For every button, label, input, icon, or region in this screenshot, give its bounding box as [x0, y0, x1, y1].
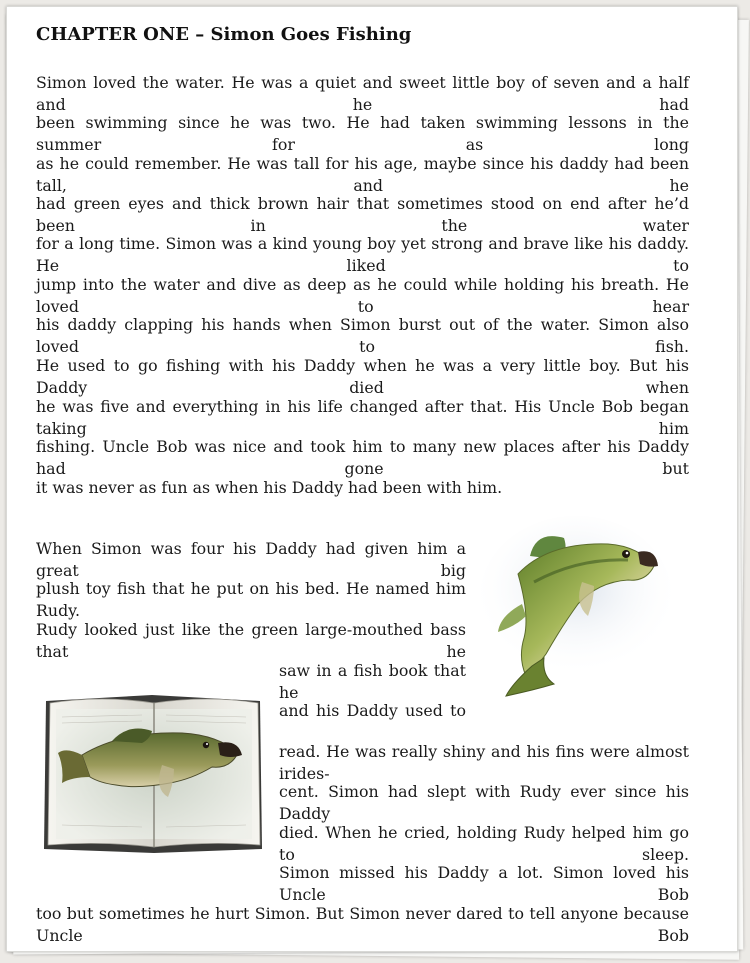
paragraph-line: too but sometimes he hurt Simon. But Simon never dared to tell anyone because Uncle Bob: [36, 904, 689, 945]
paragraph-line: had green eyes and thick brown hair that sometimes stood on end after he’d been in the water: [36, 194, 689, 235]
paragraph-line: been swimming since he was two. He had taken swimming lessons in the summer for as long: [36, 113, 689, 154]
jumping-bass-illustration: [478, 508, 674, 704]
paragraph-line: Rudy looked just like the green large-mouthed bass that he: [36, 620, 466, 661]
paragraph-line: cent. Simon had slept with Rudy ever since his Daddy: [279, 782, 689, 823]
paragraph-line: his daddy clapping his hands when Simon burst out of the water. Simon also loved to fish.: [36, 315, 689, 356]
paragraph-line: saw in a fish book that he: [279, 661, 466, 702]
paragraph-line: jump into the water and dive as deep as he could while holding his breath. He loved to hear: [36, 275, 689, 316]
paragraph-line: it was never as fun as when his Daddy had been with him.: [36, 478, 503, 497]
paragraph-line: died. When he cried, holding Rudy helped him go to sleep.: [279, 823, 689, 864]
paragraph-line: and his Daddy used to: [279, 701, 466, 720]
paragraph-line: Simon loved the water. He was a quiet and sweet little boy of seven and a half and he had: [36, 73, 689, 114]
open-fish-book-illustration: [42, 693, 266, 855]
paragraph-line: When Simon was four his Daddy had given him a great big: [36, 539, 466, 580]
chapter-title: CHAPTER ONE – Simon Goes Fishing: [36, 24, 412, 45]
paragraph-line: as he could remember. He was tall for his age, maybe since his daddy had been tall, and he: [36, 154, 689, 195]
paragraph-line: for a long time. Simon was a kind young boy yet strong and brave like his daddy. He liked to: [36, 234, 689, 275]
paragraph-line: He used to go fishing with his Daddy when he was a very little boy. But his Daddy died when: [36, 356, 689, 397]
paragraph-line: plush toy fish that he put on his bed. He named him Rudy.: [36, 579, 466, 620]
paragraph-line: Simon missed his Daddy a lot. Simon loved his Uncle Bob: [279, 863, 689, 904]
paragraph-line: read. He was really shiny and his fins were almost irides-: [279, 742, 689, 783]
paragraph-line: fishing. Uncle Bob was nice and took him to many new places after his Daddy had gone but: [36, 437, 689, 478]
paragraph-line: he was five and everything in his life changed after that. His Uncle Bob began taking him: [36, 397, 689, 438]
